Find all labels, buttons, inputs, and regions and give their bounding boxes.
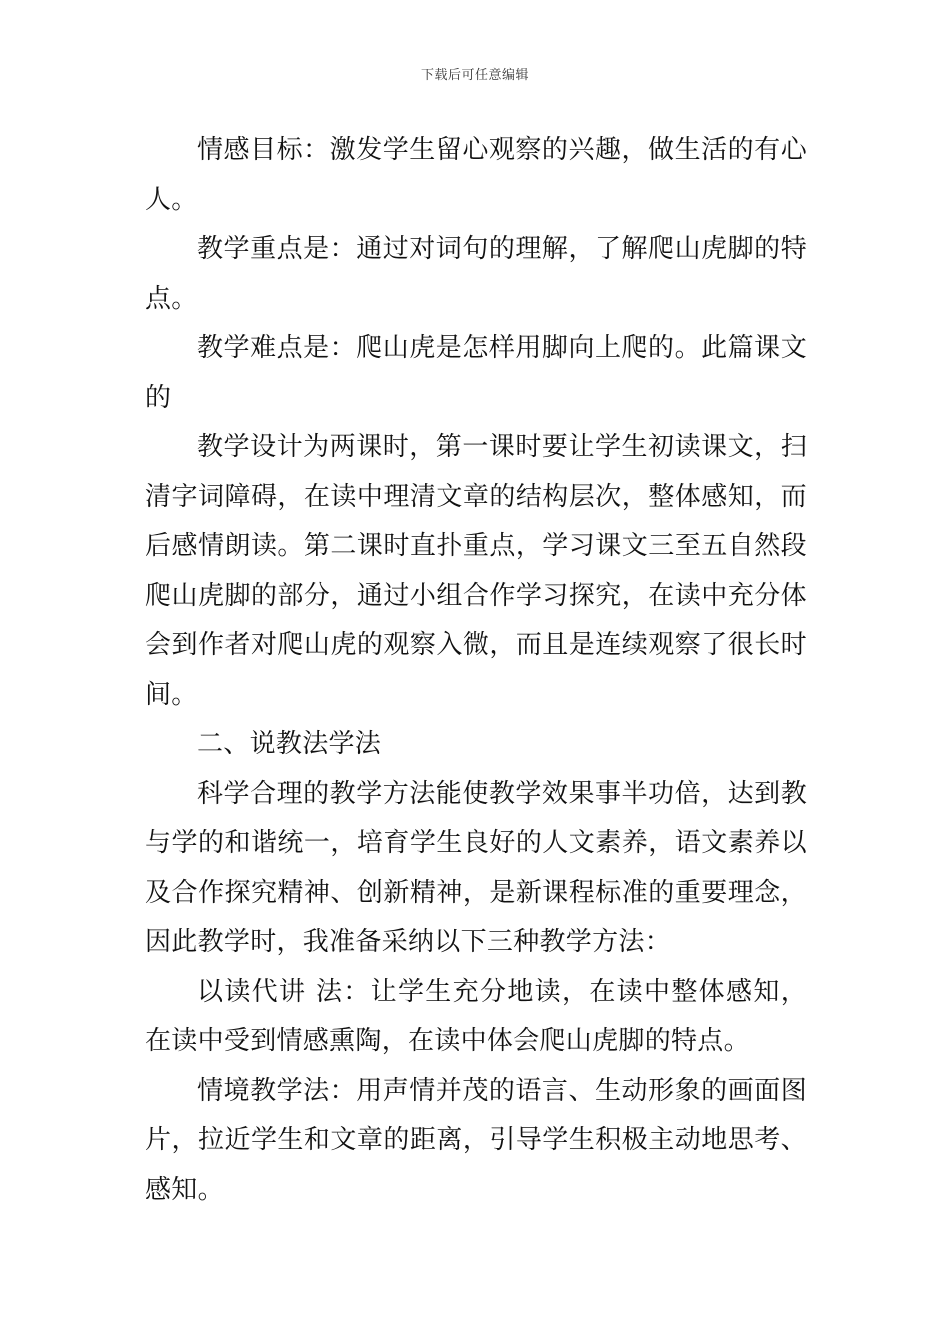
paragraph-methods-intro: 科学合理的教学方法能使教学效果事半功倍，达到教与学的和谐统一，培育学生良好的人文素养，语文素养以及合作探究精神、创新精神，是新课程标准的重要理念，因此教学时，我准备采纳以下三种教学方法： [145, 778, 807, 957]
paragraph-lesson-design: 教学设计为两课时，第一课时要让学生初读课文，扫清字词障碍，在读中理清文章的结构层次，整体感知，而后感情朗读。第二课时直扑重点，学习课文三至五自然段爬山虎脚的部分，通过小组合作学习探究，在读中充分体会到作者对爬山虎的观察入微，而且是连续观察了很长时间。 [145, 432, 807, 710]
paragraph-teaching-focus: 教学重点是：通过对词句的理解，了解爬山虎脚的特点。 [145, 234, 807, 314]
section-heading-methods: 二、说教法学法 [197, 729, 382, 759]
page-header: 下载后可任意编辑 [420, 68, 529, 83]
paragraph-teaching-difficulty: 教学难点是：爬山虎是怎样用脚向上爬的。此篇课文的 [145, 333, 807, 413]
paragraph-reading-method: 以读代讲 法：让学生充分地读，在读中整体感知，在读中受到情感熏陶，在读中体会爬山虎脚的特点。 [145, 976, 807, 1056]
paragraph-situational-method: 情境教学法：用声情并茂的语言、生动形象的画面图片，拉近学生和文章的距离，引导学生积极主动地思考、感知。 [145, 1075, 807, 1205]
paragraph-emotion-goal: 情感目标：激发学生留心观察的兴趣，做生活的有心人。 [145, 135, 807, 215]
document-body [145, 126, 807, 1215]
